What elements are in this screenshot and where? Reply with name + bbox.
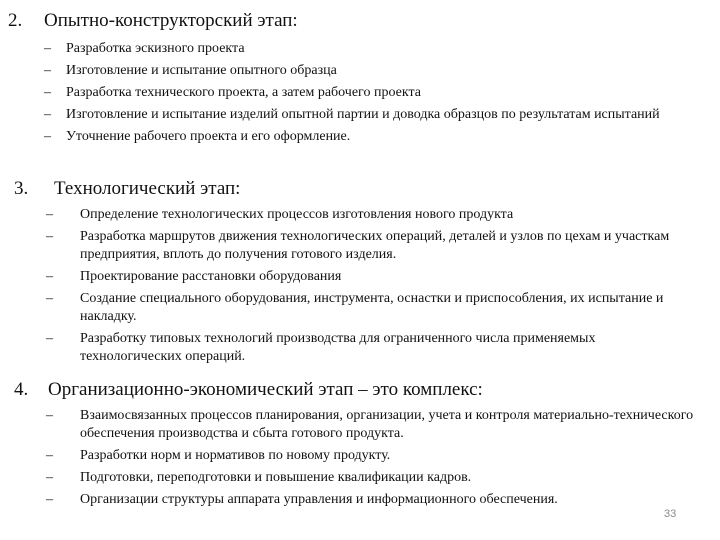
list-item xyxy=(44,40,686,58)
list-item-text: Разработка технического проекта, а затем рабочего проекта xyxy=(66,85,421,100)
section-4-items xyxy=(46,407,694,513)
list-item-text: Изготовление и испытание изделий опытной партии и доводка образцов по результатам испытаний xyxy=(66,107,660,122)
bullet-dash: – xyxy=(44,129,51,144)
bullet-dash: – xyxy=(46,291,53,306)
list-item-text: Разработка маршрутов движения технологических операций, деталей и узлов по цехам и участкам предприятия, вплоть до получения готового изделия. xyxy=(80,229,670,262)
list-item xyxy=(46,330,696,366)
section-title: Технологический этап: xyxy=(54,178,241,199)
list-item xyxy=(46,206,696,224)
bullet-dash: – xyxy=(44,107,51,122)
page-number: 33 xyxy=(664,508,677,520)
list-item-text: Определение технологических процессов изготовления нового продукта xyxy=(80,207,514,222)
list-item xyxy=(46,228,696,264)
list-item xyxy=(44,128,686,146)
bullet-dash: – xyxy=(46,470,53,485)
section-2-items xyxy=(44,40,686,150)
list-item xyxy=(46,290,696,326)
list-item xyxy=(44,106,686,124)
list-item xyxy=(46,407,694,443)
list-item-text: Разработки норм и нормативов по новому продукту. xyxy=(80,448,391,463)
bullet-dash: – xyxy=(46,229,53,244)
list-item-text: Разработку типовых технологий производства для ограниченного числа применяемых технологических операций. xyxy=(80,331,596,364)
bullet-dash: – xyxy=(46,269,53,284)
bullet-dash: – xyxy=(44,41,51,56)
section-number: 3. xyxy=(14,178,29,199)
bullet-dash: – xyxy=(44,85,51,100)
section-3-items xyxy=(46,206,696,370)
bullet-dash: – xyxy=(46,408,53,423)
list-item-text: Создание специального оборудования, инструмента, оснастки и приспособления, их испытание и накладку. xyxy=(80,291,664,324)
list-item-text: Уточнение рабочего проекта и его оформление. xyxy=(66,129,351,144)
list-item-text: Разработка эскизного проекта xyxy=(66,41,245,56)
list-item-text: Организации структуры аппарата управления и информационного обеспечения. xyxy=(80,492,558,507)
bullet-dash: – xyxy=(46,331,53,346)
bullet-dash: – xyxy=(46,448,53,463)
list-item xyxy=(46,469,694,487)
list-item xyxy=(46,447,694,465)
section-title: Опытно-конструкторский этап: xyxy=(44,10,298,31)
list-item-text: Проектирование расстановки оборудования xyxy=(80,269,342,284)
bullet-dash: – xyxy=(46,492,53,507)
bullet-dash: – xyxy=(46,207,53,222)
list-item xyxy=(46,268,696,286)
list-item xyxy=(44,84,686,102)
section-number: 2. xyxy=(8,10,23,31)
section-number: 4. xyxy=(14,379,29,400)
list-item xyxy=(46,491,694,509)
list-item-text: Взаимосвязанных процессов планирования, организации, учета и контроля материально-технического обеспечения производства и сбыта готового продукта. xyxy=(80,408,694,441)
section-title: Организационно-экономический этап – это комплекс: xyxy=(48,379,483,400)
bullet-dash: – xyxy=(44,63,51,78)
list-item xyxy=(44,62,686,80)
list-item-text: Изготовление и испытание опытного образца xyxy=(66,63,337,78)
list-item-text: Подготовки, переподготовки и повышение квалификации кадров. xyxy=(80,470,472,485)
